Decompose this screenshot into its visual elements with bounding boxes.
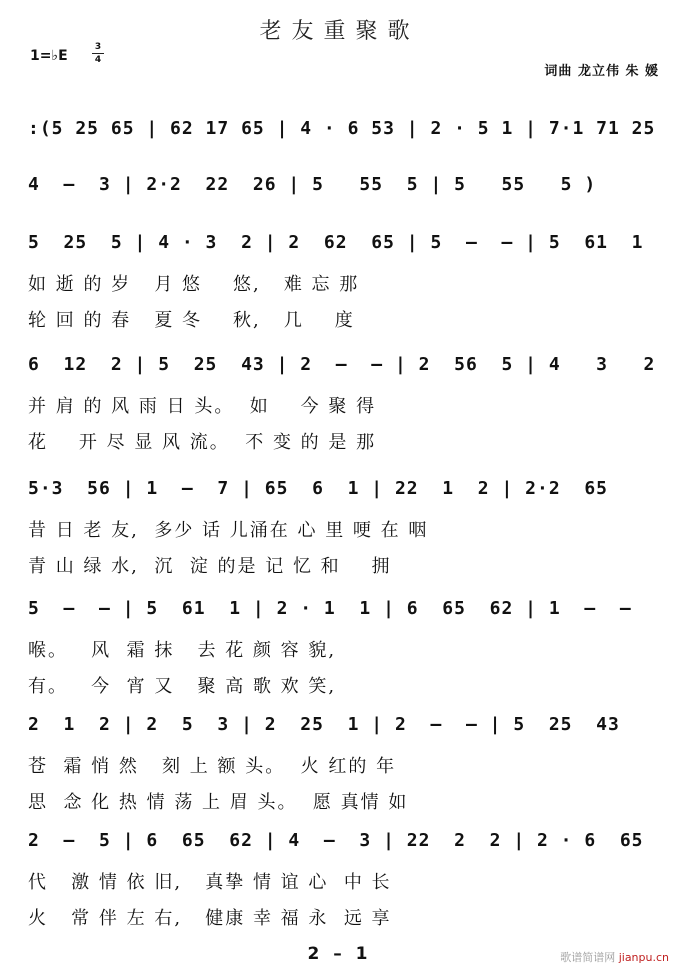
notation-line: 4 – 3 | 2·2 22 26 | 5 55 5 | 5 55 5 ) <box>28 174 597 195</box>
notation-line: 6 12 2 | 5 25 43 | 2 – – | 2 56 5 | 4 3 2 <box>28 354 656 375</box>
notation-line: :(5 25 65 | 62 17 65 | 4 · 6 53 | 2 · 5 1 | 7·1 71 25 <box>28 118 656 139</box>
lyric-line: 代 激 情 依 旧, 真挚 情 谊 心 中 长 <box>28 872 392 893</box>
lyric-line: 并 肩 的 风 雨 日 头。 如 今 聚 得 <box>28 396 377 417</box>
notation-line: 5 – – | 5 61 1 | 2 · 1 1 | 6 65 62 | 1 – – <box>28 598 632 619</box>
notation-line: 2 – 5 | 6 65 62 | 4 – 3 | 22 2 2 | 2 · 6 65 <box>28 830 644 851</box>
watermark-url: jianpu.cn <box>618 951 669 964</box>
watermark <box>560 949 669 965</box>
lyric-line: 青 山 绿 水, 沉 淀 的是 记 忆 和 拥 <box>28 556 392 577</box>
time-signature <box>92 42 104 65</box>
lyric-line: 苍 霜 悄 然 刻 上 额 头。 火 红的 年 <box>28 756 397 777</box>
song-title: 老友重聚歌 <box>259 19 420 44</box>
lyric-line: 有。 今 宵 又 聚 高 歌 欢 笑, <box>28 676 337 697</box>
lyric-line: 轮 回 的 春 夏 冬 秋, 几 度 <box>28 310 355 331</box>
lyric-line: 喉。 风 霜 抹 去 花 颜 容 貌, <box>28 640 337 661</box>
key-signature: 1=♭E <box>30 48 68 64</box>
time-signature-bottom: 4 <box>94 55 102 65</box>
time-signature-top: 3 <box>94 42 102 52</box>
page-number: 2 – 1 <box>307 944 372 964</box>
lyric-line: 火 常 伴 左 右, 健康 幸 福 永 远 享 <box>28 908 392 929</box>
composer-credit: 词曲 龙立伟 朱 媛 <box>544 64 659 79</box>
lyric-line: 如 逝 的 岁 月 悠 悠, 难 忘 那 <box>28 274 360 295</box>
lyric-line: 昔 日 老 友, 多少 话 儿涌在 心 里 哽 在 咽 <box>28 520 429 541</box>
lyric-line: 思 念 化 热 情 荡 上 眉 头。 愿 真情 如 <box>28 792 409 813</box>
watermark-site: 歌谱简谱网 <box>560 951 616 964</box>
notation-line: 5 25 5 | 4 · 3 2 | 2 62 65 | 5 – – | 5 61 1 <box>28 232 644 253</box>
lyric-line: 花 开 尽 显 风 流。 不 变 的 是 那 <box>28 432 377 453</box>
notation-line: 5·3 56 | 1 – 7 | 65 6 1 | 22 1 2 | 2·2 65 <box>28 478 609 499</box>
notation-line: 2 1 2 | 2 5 3 | 2 25 1 | 2 – – | 5 25 43 <box>28 714 620 735</box>
